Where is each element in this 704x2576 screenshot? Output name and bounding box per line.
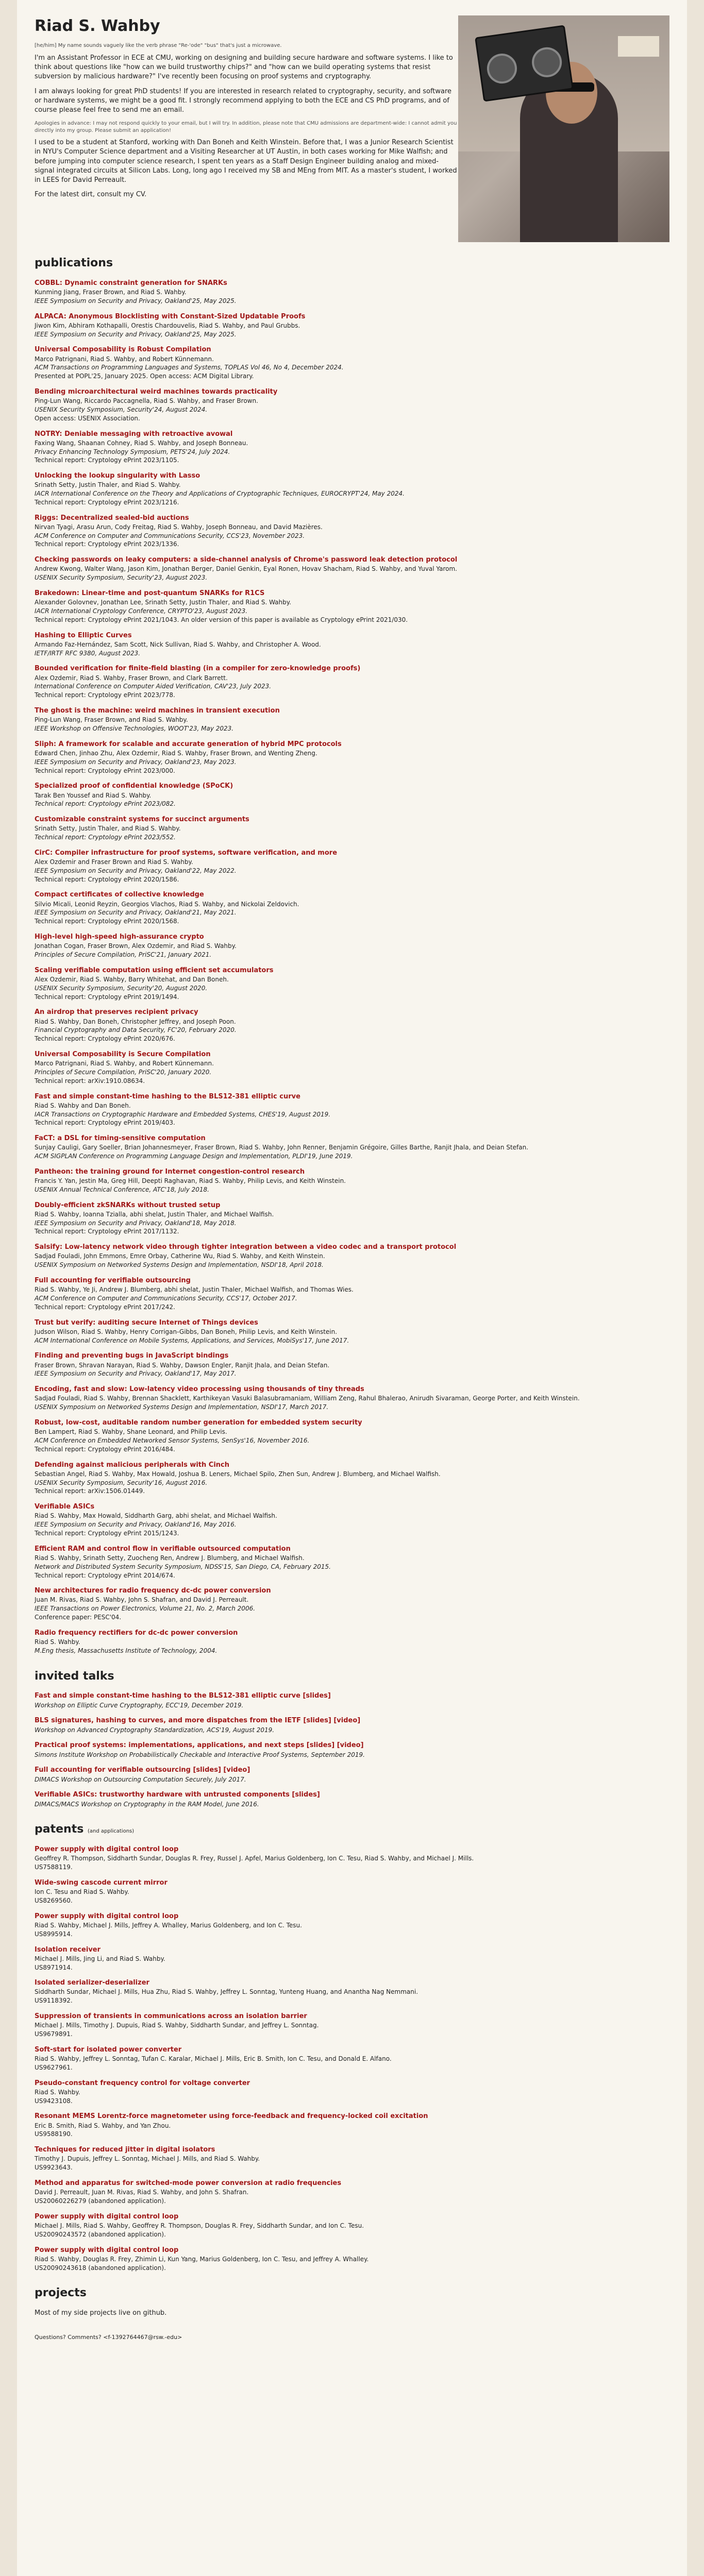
publication-title[interactable]: Efficient RAM and control flow in verifiable outsourced computation bbox=[35, 1545, 291, 1553]
publication-item bbox=[35, 1629, 669, 1655]
patent-item bbox=[35, 2246, 669, 2273]
patent-title[interactable]: Wide-swing cascode current mirror bbox=[35, 1878, 167, 1887]
publication-item bbox=[35, 664, 669, 700]
publication-authors: Kunming Jiang, Fraser Brown, and Riad S. Wahby. bbox=[35, 288, 187, 296]
publication-title[interactable]: Pantheon: the training ground for Internet congestion-control research bbox=[35, 1167, 305, 1176]
publication-venue[interactable]: ACM Conference on Embedded Networked Sensor Systems, SenSys'16, November 2016. bbox=[35, 1436, 310, 1444]
patents-heading-note: (and applications) bbox=[87, 1828, 135, 1835]
publication-item bbox=[35, 933, 669, 959]
publication-extra[interactable]: Technical report: Cryptology ePrint 2014/674. bbox=[35, 1571, 175, 1579]
publication-item bbox=[35, 1351, 669, 1378]
publication-title[interactable]: Checking passwords on leaky computers: a side-channel analysis of Chrome's password leak detection protocol bbox=[35, 556, 458, 564]
patent-inventors: David J. Perreault, Juan M. Rivas, Riad S. Wahby, and John S. Shafran. bbox=[35, 2189, 249, 2196]
publication-item bbox=[35, 430, 669, 465]
intro-paragraph-2: I am always looking for great PhD students! If you are interested in research related to cryptography, security, and software or hardware systems, we might be a good fit. I strongly recommend applying to both the ECE and CS PhD programs, and of course please feel free to send me an email. bbox=[35, 87, 452, 114]
publication-venue[interactable]: IEEE Symposium on Security and Privacy, Oakland'22, May 2022. bbox=[35, 867, 237, 874]
publication-venue[interactable]: ACM Transactions on Programming Languages and Systems, TOPLAS Vol 46, No 4, December 2024. bbox=[35, 364, 344, 371]
patent-inventors: Michael J. Mills, Timothy J. Dupuis, Riad S. Wahby, Siddharth Sundar, and Jeffrey L. Sonntag. bbox=[35, 2022, 319, 2029]
publication-venue[interactable]: USENIX Symposium on Networked Systems Design and Implementation, NSDI'17, March 2017. bbox=[35, 1403, 329, 1411]
publication-venue[interactable]: USENIX Security Symposium, Security'16, August 2016. bbox=[35, 1479, 208, 1486]
patent-number: US20090243572 (abandoned application). bbox=[35, 2230, 166, 2238]
patent-number: US9118392. bbox=[35, 1997, 73, 2005]
publication-title[interactable]: The ghost is the machine: weird machines in transient execution bbox=[35, 706, 280, 715]
publication-extra[interactable]: Technical report: Cryptology ePrint 2023/000. bbox=[35, 767, 175, 774]
publication-item bbox=[35, 1008, 669, 1043]
patent-title[interactable]: Power supply with digital control loop bbox=[35, 1912, 179, 1920]
publication-extra[interactable]: Technical report: Cryptology ePrint 2023/778. bbox=[35, 691, 175, 699]
publication-authors: Ping-Lun Wang, Riccardo Paccagnella, Riad S. Wahby, and Fraser Brown. bbox=[35, 397, 258, 405]
talk-title[interactable]: Fast and simple constant-time hashing to the BLS12-381 elliptic curve [slides] bbox=[35, 1692, 331, 1700]
patent-title[interactable]: Resonant MEMS Lorentz-force magnetometer using force-feedback and frequency-locked coil excitation bbox=[35, 2112, 428, 2121]
publication-title[interactable]: Finding and preventing bugs in JavaScript bindings bbox=[35, 1352, 229, 1360]
patents-list bbox=[35, 1845, 669, 2272]
publication-item bbox=[35, 1586, 669, 1622]
publication-authors: Riad S. Wahby and Dan Boneh. bbox=[35, 1101, 131, 1109]
publication-authors: Sebastian Angel, Riad S. Wahby, Max Howald, Joshua B. Leners, Michael Spilo, Zhen Sun, Andrew J. Blumberg, and Michael Walfish. bbox=[35, 1470, 441, 1478]
publication-venue[interactable]: Technical report: Cryptology ePrint 2023/082. bbox=[35, 800, 176, 808]
patent-inventors: Riad S. Wahby. bbox=[35, 2088, 80, 2096]
patent-inventors: Siddharth Sundar, Michael J. Mills, Hua Zhu, Riad S. Wahby, Jeffrey L. Sonntag, Yunteng Huang, and Anantha Nag Nemmani. bbox=[35, 1988, 418, 1996]
publication-extra[interactable]: Conference paper: PESC'04. bbox=[35, 1614, 122, 1621]
publication-extra[interactable]: Technical report: Cryptology ePrint 2023/1105. bbox=[35, 456, 179, 464]
publication-item bbox=[35, 312, 669, 339]
talk-title[interactable]: Full accounting for verifiable outsourcing [slides] [video] bbox=[35, 1766, 250, 1774]
patent-title[interactable]: Power supply with digital control loop bbox=[35, 2212, 179, 2221]
publication-item bbox=[35, 345, 669, 381]
patent-inventors: Geoffrey R. Thompson, Siddharth Sundar, Douglas R. Frey, Russel J. Apfel, Marius Goldenberg, Ion C. Tesu, Riad S. Wahby, and Michael J. Mills. bbox=[35, 1855, 474, 1862]
publication-venue[interactable]: ACM SIGPLAN Conference on Programming Language Design and Implementation, PLDI'19, June 2019. bbox=[35, 1153, 353, 1160]
talk-venue[interactable]: Workshop on Elliptic Curve Cryptography, ECC'19, December 2019. bbox=[35, 1701, 244, 1709]
page bbox=[17, 0, 687, 2576]
intro bbox=[35, 15, 457, 205]
publication-item bbox=[35, 1167, 669, 1194]
publication-authors: Silvio Micali, Leonid Reyzin, Georgios Vlachos, Riad S. Wahby, and Nickolai Zeldovich. bbox=[35, 900, 299, 908]
publication-venue[interactable]: USENIX Security Symposium, Security'23, August 2023. bbox=[35, 574, 208, 582]
publication-title[interactable]: Bending microarchitectural weird machines towards practicality bbox=[35, 387, 278, 396]
publication-title[interactable]: Trust but verify: auditing secure Internet of Things devices bbox=[35, 1318, 258, 1327]
publication-extra[interactable]: Technical report: arXiv:1910.08634. bbox=[35, 1077, 145, 1084]
publication-venue[interactable]: ACM International Conference on Mobile Systems, Applications, and Services, MobiSys'17, June 2017. bbox=[35, 1336, 349, 1344]
patent-inventors: Michael J. Mills, Riad S. Wahby, Geoffrey R. Thompson, Douglas R. Frey, Siddharth Sundar, and Ion C. Tesu. bbox=[35, 2222, 364, 2229]
publication-item bbox=[35, 514, 669, 549]
publication-authors: Riad S. Wahby, Max Howald, Siddharth Garg, abhi shelat, and Michael Walfish. bbox=[35, 1512, 277, 1520]
publication-authors: Judson Wilson, Riad S. Wahby, Henry Corrigan-Gibbs, Dan Boneh, Philip Levis, and Keith Winstein. bbox=[35, 1328, 338, 1335]
publication-venue[interactable]: USENIX Security Symposium, Security'24, August 2024. bbox=[35, 405, 208, 413]
patent-item bbox=[35, 2079, 669, 2106]
publication-title[interactable]: Doubly-efficient zkSNARKs without trusted setup bbox=[35, 1201, 221, 1209]
publication-venue[interactable]: IEEE Symposium on Security and Privacy, Oakland'18, May 2018. bbox=[35, 1219, 237, 1227]
patent-inventors: Riad S. Wahby, Jeffrey L. Sonntag, Tufan C. Karalar, Michael J. Mills, Eric B. Smith, Ion C. Tesu, and Donald E. Alfano. bbox=[35, 2055, 392, 2063]
portrait-photo bbox=[458, 15, 669, 242]
publication-title[interactable]: Bounded verification for finite-field blasting (in a compiler for zero-knowledge proofs) bbox=[35, 665, 361, 673]
boombox-icon bbox=[475, 25, 574, 101]
publication-extra[interactable]: Technical report: Cryptology ePrint 2021/1043. An older version of this paper is available as Cryptology ePrint 2021/030. bbox=[35, 616, 408, 623]
patent-item bbox=[35, 1978, 669, 2005]
publication-title[interactable]: Brakedown: Linear-time and post-quantum SNARKs for R1CS bbox=[35, 589, 265, 598]
publication-authors: Alex Ozdemir, Riad S. Wahby, Fraser Brown, and Clark Barrett. bbox=[35, 674, 228, 682]
publication-extra[interactable]: Technical report: Cryptology ePrint 2017/1132. bbox=[35, 1228, 179, 1235]
publication-venue[interactable]: IEEE Symposium on Security and Privacy, Oakland'23, May 2023. bbox=[35, 758, 237, 766]
publication-item bbox=[35, 1385, 669, 1412]
publication-extra[interactable]: Technical report: Cryptology ePrint 2019/403. bbox=[35, 1119, 175, 1127]
publication-title[interactable]: New architectures for radio frequency dc-dc power conversion bbox=[35, 1587, 271, 1595]
talk-item bbox=[35, 1716, 669, 1734]
publication-venue[interactable]: Privacy Enhancing Technology Symposium, PETS'24, July 2024. bbox=[35, 448, 230, 455]
publication-authors: Jonathan Cogan, Fraser Brown, Alex Ozdemir, and Riad S. Wahby. bbox=[35, 942, 237, 950]
publication-authors: Sunjay Cauligi, Gary Soeller, Brian Johannesmeyer, Fraser Brown, Riad S. Wahby, John Renner, Benjamin Grégoire, Gilles Barthe, Ranjit Jhala, and Deian Stefan. bbox=[35, 1144, 529, 1151]
publication-venue[interactable]: IEEE Symposium on Security and Privacy, Oakland'21, May 2021. bbox=[35, 909, 237, 917]
publication-authors: Jiwon Kim, Abhiram Kothapalli, Orestis Chardouvelis, Riad S. Wahby, and Paul Grubbs. bbox=[35, 321, 300, 329]
publication-venue[interactable]: Technical report: Cryptology ePrint 2023/552. bbox=[35, 834, 176, 841]
publication-venue[interactable]: IEEE Symposium on Security and Privacy, Oakland'25, May 2025. bbox=[35, 297, 237, 304]
patent-inventors: Eric B. Smith, Riad S. Wahby, and Yan Zhou. bbox=[35, 2122, 171, 2129]
publication-title[interactable]: Verifiable ASICs bbox=[35, 1503, 95, 1511]
patent-number: US20090243618 (abandoned application). bbox=[35, 2264, 166, 2272]
publication-venue[interactable]: International Conference on Computer Aided Verification, CAV'23, July 2023. bbox=[35, 683, 272, 690]
patent-item bbox=[35, 1878, 669, 1905]
publication-item bbox=[35, 1318, 669, 1345]
patent-title[interactable]: Power supply with digital control loop bbox=[35, 1845, 179, 1854]
publication-venue[interactable]: USENIX Symposium on Networked Systems Design and Implementation, NSDI'18, April 2018. bbox=[35, 1261, 324, 1269]
patent-title[interactable]: Power supply with digital control loop bbox=[35, 2246, 179, 2254]
publication-item bbox=[35, 706, 669, 733]
publication-authors: Faxing Wang, Shaanan Cohney, Riad S. Wahby, and Joseph Bonneau. bbox=[35, 439, 248, 447]
patent-number: US9588190. bbox=[35, 2130, 73, 2138]
publication-item bbox=[35, 1461, 669, 1496]
talk-item bbox=[35, 1741, 669, 1759]
patent-inventors: Ion C. Tesu and Riad S. Wahby. bbox=[35, 1888, 129, 1896]
patent-inventors: Michael J. Mills, Jing Li, and Riad S. Wahby. bbox=[35, 1955, 165, 1962]
publication-title[interactable]: Full accounting for verifiable outsourcing bbox=[35, 1277, 191, 1285]
publication-item bbox=[35, 555, 669, 582]
patent-title[interactable]: Pseudo-constant frequency control for voltage converter bbox=[35, 2079, 250, 2087]
patent-item bbox=[35, 2012, 669, 2039]
speaker-icon bbox=[485, 52, 519, 86]
talk-item bbox=[35, 1766, 669, 1784]
publication-authors: Fraser Brown, Shravan Narayan, Riad S. Wahby, Dawson Engler, Ranjit Jhala, and Deian Stefan. bbox=[35, 1361, 330, 1369]
publication-title[interactable]: Compact certificates of collective knowledge bbox=[35, 891, 204, 899]
publication-venue[interactable]: IEEE Transactions on Power Electronics, Volume 21, No. 2, March 2006. bbox=[35, 1605, 256, 1613]
publication-venue[interactable]: Principles of Secure Compilation, PriSC'20, January 2020. bbox=[35, 1068, 212, 1076]
publication-item bbox=[35, 631, 669, 658]
publication-authors: Srinath Setty, Justin Thaler, and Riad S. Wahby. bbox=[35, 825, 181, 833]
patent-number: US20060226279 (abandoned application). bbox=[35, 2197, 166, 2205]
publication-venue[interactable]: USENIX Annual Technical Conference, ATC'18, July 2018. bbox=[35, 1185, 209, 1193]
publications-list bbox=[35, 279, 669, 1655]
publication-venue[interactable]: M.Eng thesis, Massachusetts Institute of Technology, 2004. bbox=[35, 1647, 217, 1654]
publication-authors: Riad S. Wahby, Ye Ji, Andrew J. Blumberg, abhi shelat, Justin Thaler, Michael Walfish, and Thomas Wies. bbox=[35, 1286, 354, 1294]
publication-authors: Riad S. Wahby. bbox=[35, 1638, 80, 1646]
publication-authors: Riad S. Wahby, Srinath Setty, Zuocheng Ren, Andrew J. Blumberg, and Michael Walfish. bbox=[35, 1554, 305, 1562]
patent-number: US9627961. bbox=[35, 2063, 73, 2071]
publication-item bbox=[35, 1502, 669, 1538]
patent-number: US8269560. bbox=[35, 1896, 73, 1904]
publication-item bbox=[35, 1092, 669, 1128]
patents-heading bbox=[35, 1822, 669, 1838]
publications-heading: publications bbox=[35, 257, 113, 269]
publication-authors: Alex Ozdemir, Riad S. Wahby, Barry Whitehat, and Dan Boneh. bbox=[35, 976, 229, 984]
publication-item bbox=[35, 1201, 669, 1236]
publication-title[interactable]: NOTRY: Deniable messaging with retroactive avowal bbox=[35, 430, 233, 438]
talk-venue[interactable]: DIMACS/MACS Workshop on Cryptography in the RAM Model, June 2016. bbox=[35, 1800, 259, 1808]
talk-item bbox=[35, 1790, 669, 1808]
publication-item bbox=[35, 471, 669, 507]
publication-authors: Srinath Setty, Justin Thaler, and Riad S. Wahby. bbox=[35, 481, 181, 489]
patent-number: US9923643. bbox=[35, 2164, 73, 2172]
publication-title[interactable]: COBBL: Dynamic constraint generation for SNARKs bbox=[35, 279, 227, 287]
header bbox=[35, 15, 669, 242]
publication-venue[interactable]: IEEE Workshop on Offensive Technologies, WOOT'23, May 2023. bbox=[35, 724, 234, 732]
publication-authors: Andrew Kwong, Walter Wang, Jason Kim, Jonathan Berger, Daniel Genkin, Eyal Ronen, Hovav Shacham, Riad S. Wahby, and Yuval Yarom. bbox=[35, 565, 457, 573]
publication-authors: Juan M. Rivas, Riad S. Wahby, John S. Shafran, and David J. Perreault. bbox=[35, 1596, 249, 1604]
patent-title[interactable]: Soft-start for isolated power converter bbox=[35, 2045, 182, 2054]
intro-paragraph-3: I used to be a student at Stanford, working with Dan Boneh and Keith Winstein. Before that, I was a Junior Research Scientist in NYU's Computer Science department and a Visiting Researcher at UT Austin, in both cases working for Mike Walfish; and before jumping into computer science research, I spent ten years as a Staff Design Engineer building analog and mixed-signal integrated circuits at Silicon Labs. Long, long ago I received my SB and MEng from MIT. As a master's student, I worked in LEES for David Perreault. bbox=[35, 139, 457, 184]
publication-title[interactable]: Unlocking the lookup singularity with Lasso bbox=[35, 472, 200, 480]
intro-paragraph-4: For the latest dirt, consult my CV. bbox=[35, 191, 147, 199]
projects-text: Most of my side projects live on github. bbox=[35, 2309, 167, 2317]
patent-title[interactable]: Method and apparatus for switched-mode power conversion at radio frequencies bbox=[35, 2179, 342, 2187]
publication-title[interactable]: Salsify: Low-latency network video through tighter integration between a video codec and a transport protocol bbox=[35, 1243, 457, 1251]
publication-title[interactable]: Encoding, fast and slow: Low-latency video processing using thousands of tiny threads bbox=[35, 1385, 364, 1394]
talk-venue[interactable]: DIMACS Workshop on Outsourcing Computation Securely, July 2017. bbox=[35, 1775, 246, 1783]
patent-number: US8995914. bbox=[35, 1930, 73, 1938]
patent-item bbox=[35, 2212, 669, 2239]
publication-authors: Edward Chen, Jinhao Zhu, Alex Ozdemir, Riad S. Wahby, Fraser Brown, and Wenting Zheng. bbox=[35, 749, 317, 757]
publication-venue[interactable]: Network and Distributed System Security Symposium, NDSS'15, San Diego, CA, February 2015. bbox=[35, 1563, 331, 1570]
publication-venue[interactable]: Financial Cryptography and Data Security, FC'20, February 2020. bbox=[35, 1026, 237, 1034]
pronunciation-note: [he/him] My name sounds vaguely like the verb phrase "Re-'ode" "bus" that's just a microwave. bbox=[35, 43, 282, 48]
patent-title[interactable]: Suppression of transients in communications across an isolation barrier bbox=[35, 2012, 307, 2021]
publication-authors: Riad S. Wahby, Dan Boneh, Christopher Jeffrey, and Joseph Poon. bbox=[35, 1018, 236, 1025]
publication-title[interactable]: High-level high-speed high-assurance crypto bbox=[35, 933, 204, 941]
publication-extra[interactable]: Technical report: Cryptology ePrint 2020/1568. bbox=[35, 918, 179, 925]
publication-item bbox=[35, 1545, 669, 1580]
publication-venue[interactable]: IACR International Cryptology Conference, CRYPTO'23, August 2023. bbox=[35, 607, 248, 615]
publication-extra[interactable]: Technical report: Cryptology ePrint 2023/1336. bbox=[35, 540, 179, 548]
patent-item bbox=[35, 2045, 669, 2072]
publication-authors: Ben Lampert, Riad S. Wahby, Shane Leonard, and Philip Levis. bbox=[35, 1428, 227, 1436]
publication-venue[interactable]: IACR International Conference on the Theory and Applications of Cryptographic Techniques, EUROCRYPT'24, May 2024. bbox=[35, 490, 405, 498]
photo-sign bbox=[618, 36, 659, 57]
patent-number: US7588119. bbox=[35, 1863, 73, 1871]
talk-venue[interactable]: Workshop on Advanced Cryptography Standardization, ACS'19, August 2019. bbox=[35, 1726, 275, 1734]
publication-title[interactable]: Fast and simple constant-time hashing to the BLS12-381 elliptic curve bbox=[35, 1092, 300, 1100]
publication-venue[interactable]: IEEE Symposium on Security and Privacy, Oakland'25, May 2025. bbox=[35, 330, 237, 338]
publication-venue[interactable]: ACM Conference on Computer and Communications Security, CCS'23, November 2023. bbox=[35, 532, 305, 539]
publication-title[interactable]: Sliph: A framework for scalable and accurate generation of hybrid MPC protocols bbox=[35, 740, 342, 748]
intro-paragraph-1: I'm an Assistant Professor in ECE at CMU, working on designing and building secure hardware and software systems. I like to think about questions like "how can we build trustworthy chips?" and "how can we build operating systems that resist subversion by malicious hardware?" I've recently been focusing on proof systems and cryptography. bbox=[35, 54, 453, 81]
patent-title[interactable]: Techniques for reduced jitter in digital isolators bbox=[35, 2146, 215, 2154]
talk-title[interactable]: BLS signatures, hashing to curves, and more dispatches from the IETF [slides] [video] bbox=[35, 1717, 361, 1725]
publication-extra[interactable]: Technical report: Cryptology ePrint 2019/1494. bbox=[35, 993, 179, 1001]
publication-item bbox=[35, 849, 669, 884]
publication-title[interactable]: Radio frequency rectifiers for dc-dc power conversion bbox=[35, 1629, 238, 1637]
publication-authors: Riad S. Wahby, Ioanna Tzialla, abhi shelat, Justin Thaler, and Michael Walfish. bbox=[35, 1210, 274, 1218]
publication-venue[interactable]: Principles of Secure Compilation, PriSC'21, January 2021. bbox=[35, 951, 212, 959]
patent-item bbox=[35, 2179, 669, 2206]
talk-item bbox=[35, 1691, 669, 1709]
publication-venue[interactable]: IEEE Symposium on Security and Privacy, Oakland'17, May 2017. bbox=[35, 1370, 237, 1378]
publication-authors: Alexander Golovnev, Jonathan Lee, Srinath Setty, Justin Thaler, and Riad S. Wahby. bbox=[35, 599, 291, 606]
publication-title[interactable]: Riggs: Decentralized sealed-bid auctions bbox=[35, 514, 189, 522]
patent-number: US8971914. bbox=[35, 1963, 73, 1971]
publication-title[interactable]: Scaling verifiable computation using efficient set accumulators bbox=[35, 966, 274, 974]
patent-item bbox=[35, 1845, 669, 1872]
publication-authors: Nirvan Tyagi, Arasu Arun, Cody Freitag, Riad S. Wahby, Joseph Bonneau, and David Mazières. bbox=[35, 523, 323, 531]
publication-venue[interactable]: IEEE Symposium on Security and Privacy, Oakland'16, May 2016. bbox=[35, 1521, 237, 1529]
publication-extra[interactable]: Technical report: Cryptology ePrint 2015/1243. bbox=[35, 1529, 179, 1537]
publication-item bbox=[35, 1418, 669, 1454]
publication-authors: Marco Patrignani, Riad S. Wahby, and Robert Künnemann. bbox=[35, 1060, 214, 1067]
publication-item bbox=[35, 890, 669, 926]
talk-venue[interactable]: Simons Institute Workshop on Probabilistically Checkable and Interactive Proof Systems, September 2019. bbox=[35, 1751, 365, 1758]
publication-venue[interactable]: IACR Transactions on Cryptographic Hardware and Embedded Systems, CHES'19, August 2019. bbox=[35, 1110, 331, 1118]
publication-title[interactable]: Specialized proof of confidential knowledge (SPoCK) bbox=[35, 782, 233, 790]
publication-title[interactable]: Robust, low-cost, auditable random number generation for embedded system security bbox=[35, 1418, 362, 1427]
intro-disclaimer: Apologies in advance: I may not respond quickly to your email, but I will try. In addition, please note that CMU admissions are department-wide: I cannot admit you directly into my group. Please submit an application! bbox=[35, 121, 457, 133]
publication-authors: Sadjad Fouladi, John Emmons, Emre Orbay, Catherine Wu, Riad S. Wahby, and Keith Winstein. bbox=[35, 1252, 325, 1260]
publication-item bbox=[35, 1243, 669, 1269]
publication-title[interactable]: FaCT: a DSL for timing-sensitive computation bbox=[35, 1134, 206, 1143]
publication-title[interactable]: Defending against malicious peripherals with Cinch bbox=[35, 1461, 230, 1469]
projects-heading: projects bbox=[35, 2286, 87, 2300]
publication-authors: Alex Ozdemir and Fraser Brown and Riad S. Wahby. bbox=[35, 858, 193, 866]
page-title: Riad S. Wahby bbox=[35, 17, 160, 35]
publication-item bbox=[35, 1276, 669, 1312]
publication-item bbox=[35, 387, 669, 423]
speaker-icon bbox=[530, 45, 564, 79]
patent-title[interactable]: Isolated serializer-deserializer bbox=[35, 1979, 149, 1987]
talks-list bbox=[35, 1691, 669, 1808]
publication-extra[interactable]: Open access: USENIX Association. bbox=[35, 414, 140, 422]
publication-item bbox=[35, 782, 669, 808]
talk-title[interactable]: Verifiable ASICs: trustworthy hardware with untrusted components [slides] bbox=[35, 1791, 320, 1799]
publication-authors: Sadjad Fouladi, Riad S. Wahby, Brennan Shacklett, Karthikeyan Vasuki Balasubramaniam, William Zeng, Rahul Bhalerao, Anirudh Sivaraman, George Porter, and Keith Winstein. bbox=[35, 1395, 580, 1402]
publication-title[interactable]: Hashing to Elliptic Curves bbox=[35, 631, 132, 639]
publication-extra[interactable]: Technical report: Cryptology ePrint 2023/1216. bbox=[35, 498, 179, 506]
publication-venue[interactable]: USENIX Security Symposium, Security'20, August 2020. bbox=[35, 984, 208, 992]
publication-extra[interactable]: Technical report: Cryptology ePrint 2016/484. bbox=[35, 1445, 175, 1453]
publication-extra[interactable]: Presented at POPL'25, January 2025. Open access: ACM Digital Library. bbox=[35, 372, 254, 380]
publication-title[interactable]: An airdrop that preserves recipient privacy bbox=[35, 1008, 198, 1016]
publication-authors: Armando Faz-Hernández, Sam Scott, Nick Sullivan, Riad S. Wahby, and Christopher A. Wood. bbox=[35, 640, 321, 648]
publication-item bbox=[35, 589, 669, 624]
publication-authors: Ping-Lun Wang, Fraser Brown, and Riad S. Wahby. bbox=[35, 716, 188, 724]
patent-item bbox=[35, 2145, 669, 2172]
talk-title[interactable]: Practical proof systems: implementations, applications, and next steps [slides] [video] bbox=[35, 1741, 364, 1750]
publication-title[interactable]: Universal Composability is Robust Compilation bbox=[35, 346, 211, 354]
publication-extra[interactable]: Technical report: Cryptology ePrint 2020/1586. bbox=[35, 875, 179, 883]
publication-item bbox=[35, 1134, 669, 1161]
publication-extra[interactable]: Technical report: Cryptology ePrint 2017/242. bbox=[35, 1303, 175, 1311]
patent-inventors: Timothy J. Dupuis, Jeffrey L. Sonntag, Michael J. Mills, and Riad S. Wahby. bbox=[35, 2155, 260, 2163]
publication-item bbox=[35, 1050, 669, 1086]
publication-title[interactable]: ALPACA: Anonymous Blocklisting with Constant-Sized Updatable Proofs bbox=[35, 312, 306, 320]
publication-item bbox=[35, 815, 669, 842]
patent-title[interactable]: Isolation receiver bbox=[35, 1945, 101, 1954]
patent-number: US9423108. bbox=[35, 2097, 73, 2105]
publication-authors: Marco Patrignani, Riad S. Wahby, and Robert Künnemann. bbox=[35, 355, 214, 363]
publication-venue[interactable]: ACM Conference on Computer and Communications Security, CCS'17, October 2017. bbox=[35, 1295, 297, 1302]
patent-item bbox=[35, 1945, 669, 1972]
publication-title[interactable]: Customizable constraint systems for succinct arguments bbox=[35, 816, 249, 824]
patents-heading-text: patents bbox=[35, 1823, 84, 1836]
patent-inventors: Riad S. Wahby, Douglas R. Frey, Zhimin Li, Kun Yang, Marius Goldenberg, Ion C. Tesu, and Jeffrey A. Whalley. bbox=[35, 2255, 369, 2263]
publication-item bbox=[35, 966, 669, 1002]
footer-contact: Questions? Comments? <f-1392764467@rsw.-edu> bbox=[35, 2334, 182, 2341]
publication-extra[interactable]: Technical report: arXiv:1506.01449. bbox=[35, 1487, 145, 1495]
patent-number: US9679891. bbox=[35, 2030, 73, 2038]
talks-heading: invited talks bbox=[35, 1669, 114, 1683]
patent-item bbox=[35, 1912, 669, 1939]
patent-item bbox=[35, 2112, 669, 2139]
publication-extra[interactable]: Technical report: Cryptology ePrint 2020/676. bbox=[35, 1035, 175, 1043]
patent-inventors: Riad S. Wahby, Michael J. Mills, Jeffrey A. Whalley, Marius Goldenberg, and Ion C. Tesu. bbox=[35, 1921, 302, 1929]
publication-authors: Francis Y. Yan, Jestin Ma, Greg Hill, Deepti Raghavan, Riad S. Wahby, Philip Levis, and Keith Winstein. bbox=[35, 1177, 346, 1185]
publication-authors: Tarak Ben Youssef and Riad S. Wahby. bbox=[35, 791, 152, 799]
publication-item bbox=[35, 740, 669, 775]
publication-venue[interactable]: IETF/IRTF RFC 9380, August 2023. bbox=[35, 649, 141, 657]
publication-item bbox=[35, 279, 669, 306]
publication-title[interactable]: Universal Composability is Secure Compilation bbox=[35, 1050, 211, 1058]
publication-title[interactable]: CirC: Compiler infrastructure for proof systems, software verification, and more bbox=[35, 849, 338, 857]
